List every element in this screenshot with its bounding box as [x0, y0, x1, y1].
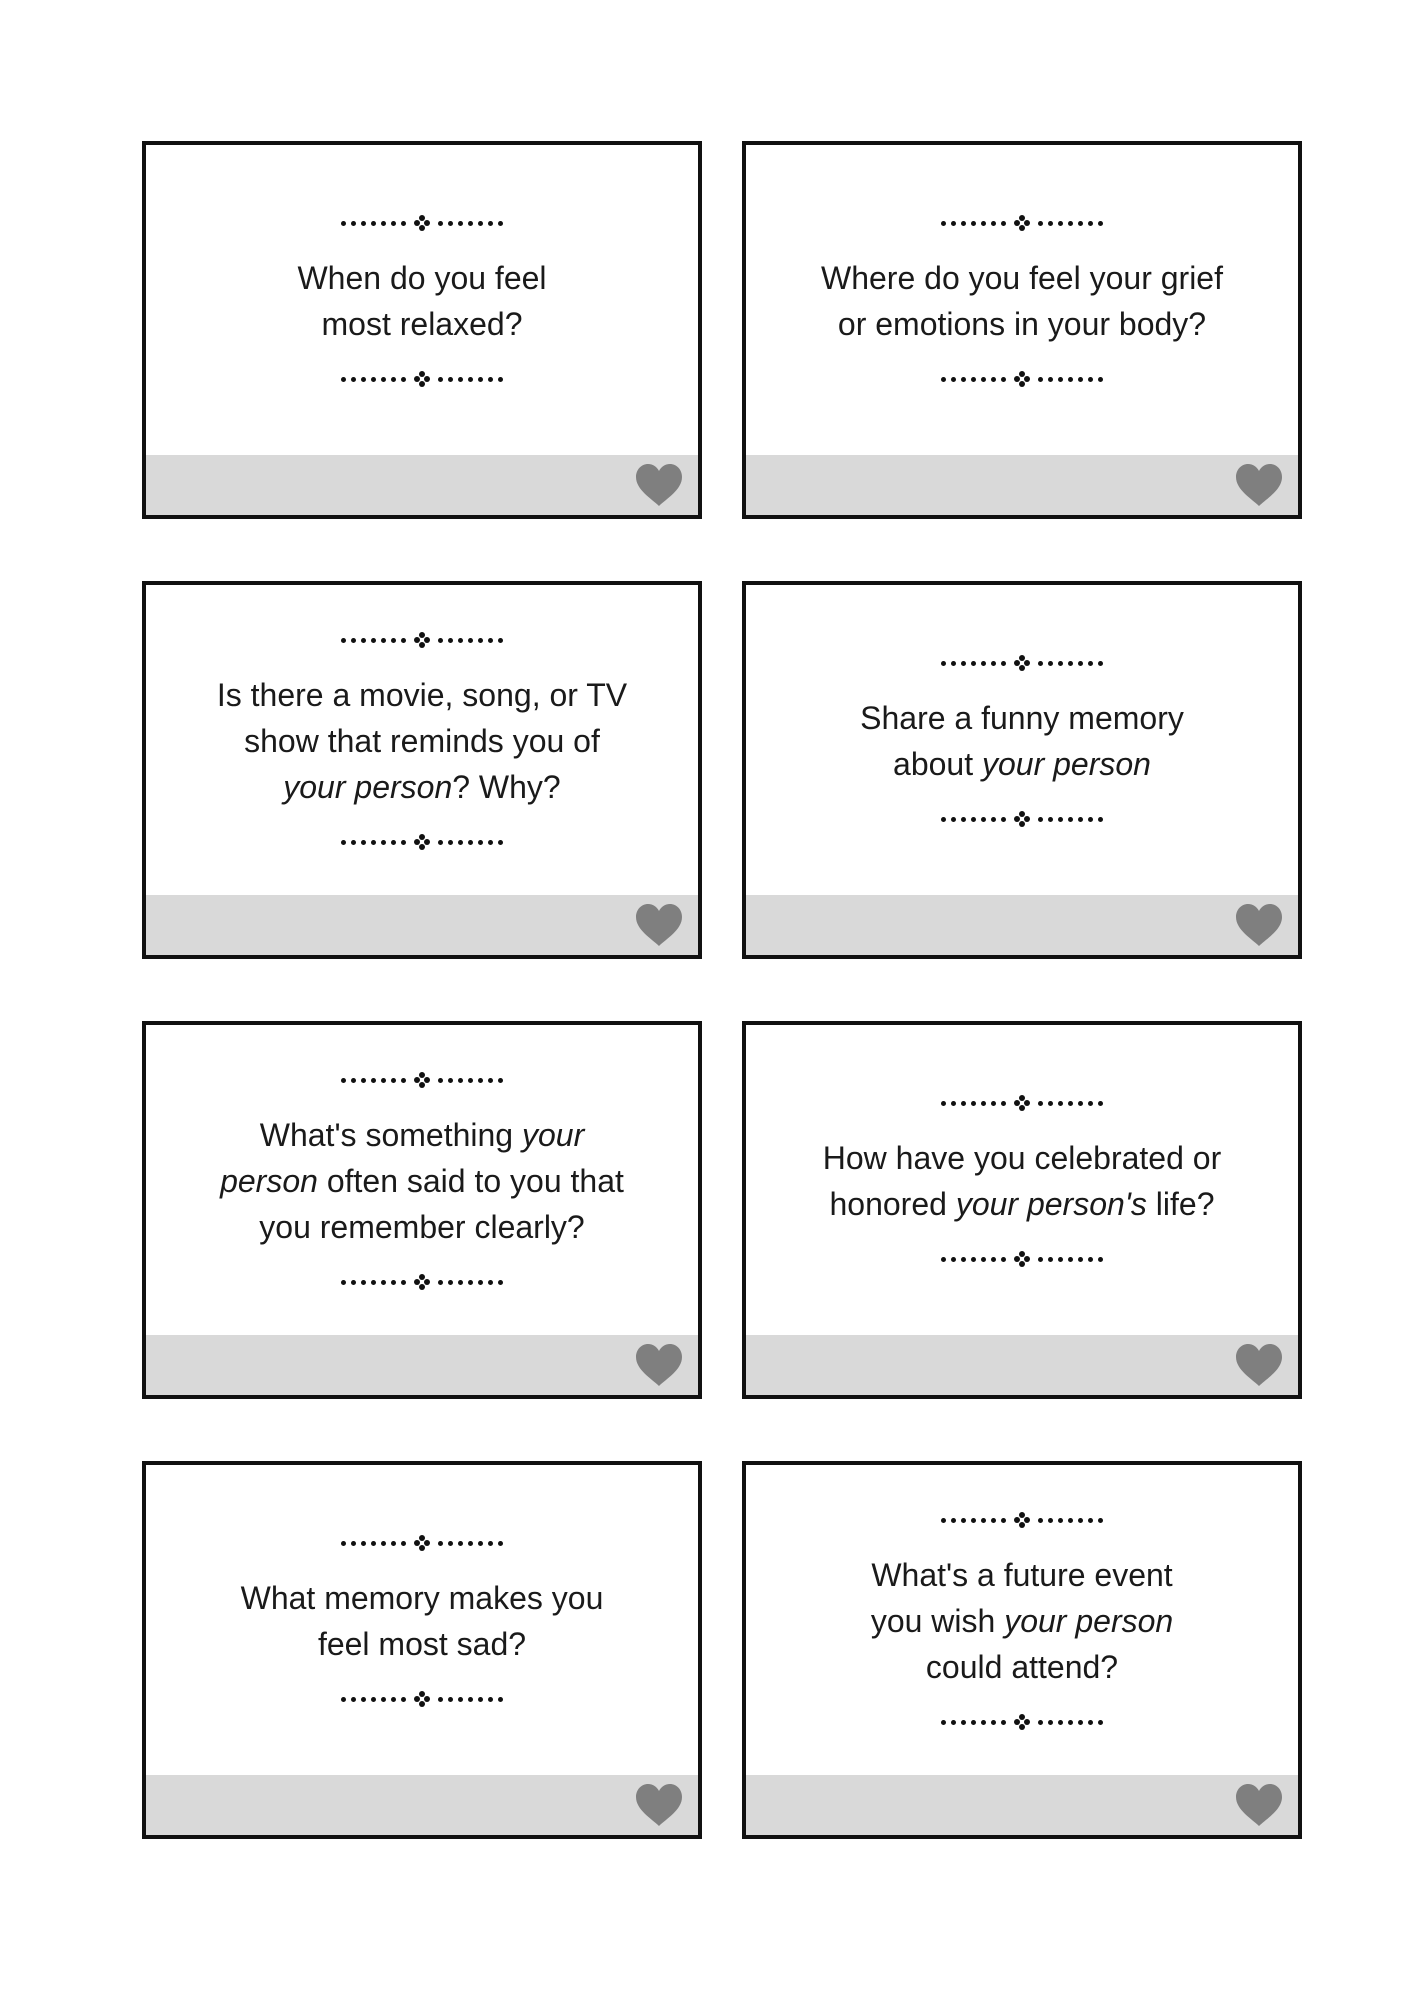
question-text: life?: [1146, 1186, 1215, 1222]
emphasis-text: your: [521, 1117, 585, 1153]
heart-icon: [1234, 1343, 1284, 1387]
question-card: [742, 581, 1302, 959]
question-line: [821, 255, 1223, 301]
question-line: [821, 301, 1223, 347]
question-line: [217, 718, 627, 764]
card-question: [217, 672, 627, 810]
heart-icon: [634, 1343, 684, 1387]
question-line: [220, 1158, 624, 1204]
question-line: [297, 255, 546, 301]
question-line: [220, 1204, 624, 1250]
card-body: [746, 1025, 1298, 1337]
question-text: How have you celebrated or: [822, 1140, 1222, 1176]
heart-icon: [1234, 1783, 1284, 1827]
question-line: [241, 1621, 604, 1667]
dot-divider-icon: [941, 653, 1103, 673]
dot-divider-icon: [941, 1093, 1103, 1113]
dot-divider-icon: [941, 809, 1103, 829]
heart-icon: [634, 903, 684, 947]
heart-icon: [1234, 463, 1284, 507]
emphasis-text: person: [220, 1163, 318, 1199]
card-footer: [146, 895, 698, 955]
card-body: [146, 1465, 698, 1777]
card-question: [297, 255, 546, 347]
card-footer: [146, 455, 698, 515]
question-text: Where do you feel your grief: [821, 260, 1223, 296]
question-line: [871, 1552, 1173, 1598]
question-text: often said to you that: [317, 1163, 624, 1199]
card-footer: [746, 895, 1298, 955]
card-footer: [746, 1335, 1298, 1395]
emphasis-text: your person: [981, 746, 1151, 782]
card-question: [821, 255, 1223, 347]
question-text: Is there a movie, song, or TV: [216, 677, 628, 713]
question-line: [823, 1181, 1221, 1227]
card-body: [146, 1025, 698, 1337]
dot-divider-icon: [341, 1533, 503, 1553]
dot-divider-icon: [341, 1689, 503, 1709]
dot-divider-icon: [341, 630, 503, 650]
question-text: could attend?: [925, 1649, 1119, 1685]
question-text: you wish: [870, 1603, 1005, 1639]
question-line: [220, 1112, 624, 1158]
question-card: [742, 1461, 1302, 1839]
card-question: [860, 695, 1184, 787]
question-text: feel most sad?: [317, 1626, 527, 1662]
question-line: [297, 301, 546, 347]
card-body: [146, 145, 698, 457]
question-text: ? Why?: [452, 769, 561, 805]
dot-divider-icon: [341, 1272, 503, 1292]
dot-divider-icon: [341, 1070, 503, 1090]
question-text: What's something: [259, 1117, 522, 1153]
card-footer: [746, 1775, 1298, 1835]
heart-icon: [634, 463, 684, 507]
question-card: [742, 1021, 1302, 1399]
question-card: [142, 1461, 702, 1839]
question-line: [823, 1135, 1221, 1181]
question-card: [142, 581, 702, 959]
card-body: [746, 145, 1298, 457]
card-question: [871, 1552, 1173, 1690]
card-footer: [146, 1335, 698, 1395]
card-body: [746, 1465, 1298, 1777]
emphasis-text: your person: [283, 769, 453, 805]
question-text: you remember clearly?: [259, 1209, 585, 1245]
question-line: [860, 695, 1184, 741]
question-card: [142, 1021, 702, 1399]
dot-divider-icon: [941, 1510, 1103, 1530]
emphasis-text: your person's: [955, 1186, 1147, 1222]
heart-icon: [1234, 903, 1284, 947]
dot-divider-icon: [941, 1249, 1103, 1269]
question-text: What memory makes you: [240, 1580, 604, 1616]
card-footer: [146, 1775, 698, 1835]
heart-icon: [634, 1783, 684, 1827]
question-line: [217, 764, 627, 810]
card-body: [146, 585, 698, 897]
dot-divider-icon: [941, 213, 1103, 233]
emphasis-text: your person: [1004, 1603, 1174, 1639]
dot-divider-icon: [941, 1712, 1103, 1732]
question-line: [241, 1575, 604, 1621]
question-card: [142, 141, 702, 519]
card-question: [823, 1135, 1221, 1227]
card-question: [220, 1112, 624, 1250]
dot-divider-icon: [341, 369, 503, 389]
question-text: show that reminds you of: [244, 723, 600, 759]
question-text: honored: [829, 1186, 956, 1222]
question-text: Share a funny memory: [860, 700, 1184, 736]
card-footer: [746, 455, 1298, 515]
question-text: When do you feel: [297, 260, 547, 296]
question-line: [871, 1598, 1173, 1644]
dot-divider-icon: [341, 213, 503, 233]
question-text: most relaxed?: [321, 306, 523, 342]
question-card: [742, 141, 1302, 519]
question-line: [871, 1644, 1173, 1690]
question-text: What's a future event: [871, 1557, 1173, 1593]
card-body: [746, 585, 1298, 897]
question-line: [860, 741, 1184, 787]
card-question: [241, 1575, 604, 1667]
dot-divider-icon: [341, 832, 503, 852]
question-text: or emotions in your body?: [837, 306, 1207, 342]
question-text: about: [893, 746, 982, 782]
dot-divider-icon: [941, 369, 1103, 389]
question-line: [217, 672, 627, 718]
